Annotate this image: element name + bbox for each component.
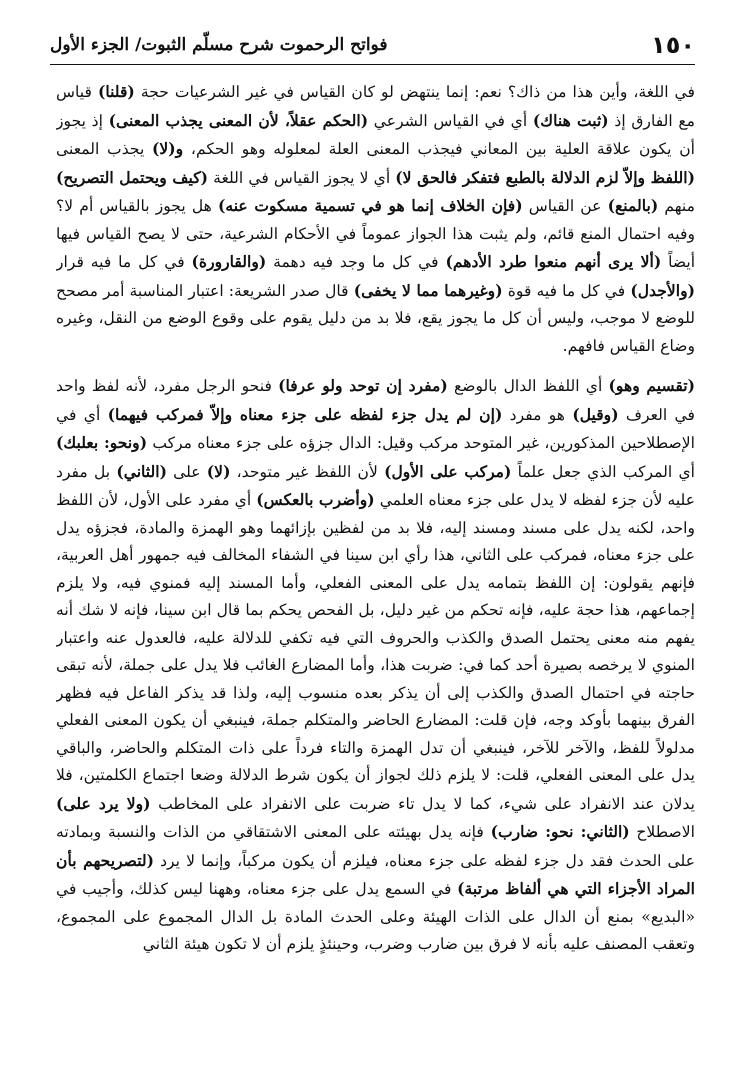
paragraph [56, 372, 695, 959]
sharh-text: أي في الإصطلاحين المذكورين، غير المتوحد مركب وقيل: الدال جزؤه على جزء معناه مركب [56, 405, 695, 452]
matn-bold-text: (الثاني: نحو: ضارب) [490, 822, 630, 841]
body-text [56, 78, 695, 1078]
matn-bold-text: (والأجدل) [630, 280, 695, 300]
sharh-text: قال صدر الشريعة: اعتبار المناسبة أمر مصحح للوضع لا موجب، وليس أن كل ما يجوز يقع، فلا بد من دليل يقوم على وقوع الوضع من النقل، وغيره وضاع القياس فافهم. [56, 281, 695, 355]
matn-bold-text: (اللفظ وإلاّ لزم الدلالة بالطبع فتفكر فالحق لا) [395, 167, 695, 187]
sharh-text: في اللغة، وأين هذا من ذاك؟ نعم: إنما ينتهض لو كان القياس في غير الشرعيات حجة [134, 83, 695, 101]
sharh-text: بل مفرد عليه لأن جزء لفظه لا يدل على جزء معناه العلمي [56, 462, 695, 509]
page-header [50, 28, 695, 62]
sharh-text: الاصطلاح [629, 823, 695, 841]
matn-bold-text: (وقيل) [572, 404, 619, 424]
running-title: فواتح الرحموت شرح مسلّم الثبوت/ الجزء الأول [50, 35, 388, 55]
sharh-text: قياس مع الفارق إذ [56, 83, 695, 130]
matn-bold-text: (ألا يرى أنهم منعوا طرد الأدهم) [445, 252, 662, 271]
matn-bold-text: (لا) [206, 461, 231, 481]
sharh-text: لأن اللفظ غير متوحد، [230, 462, 385, 481]
matn-bold-text: (كيف ويحتمل التصريح) [56, 167, 208, 187]
sharh-text: أي المركب الذي جعل علماً [511, 462, 695, 481]
sharh-text: أي في القياس الشرعي [368, 111, 533, 130]
matn-bold-text: (ولا يرد على) [56, 793, 151, 813]
sharh-text: إذ يجوز أن يكون علاقة العلية بين المعاني فيجذب المعنى العلة لمعلوله وهو الحكم، [56, 111, 695, 158]
matn-bold-text: (الثاني) [116, 461, 167, 481]
sharh-text: عن القياس [522, 197, 608, 215]
header-rule [50, 64, 695, 65]
matn-bold-text: (مفرد إن توحد ولو عرفا) [278, 376, 448, 395]
sharh-text: في كل ما فيه قرار [56, 253, 192, 271]
matn-bold-text: (إن لم يدل جزء لفظه على جزء معناه وإلاّ فمركب فيهما) [107, 404, 503, 424]
sharh-text: هو مفرد [502, 405, 573, 424]
page-number: ١٥٠ [651, 31, 695, 59]
sharh-text: فإنه يدل بهيئته على المعنى الاشتقاقي من الذات والنسبة وبمادته على الحدث فقد دل جزء لفظه على جزء معناه، فيلزم أن يكون مركباً، وإنما لا يرد [56, 823, 695, 870]
sharh-text: في كل ما وجد فيه دهمة [266, 253, 446, 271]
matn-bold-text: (وأضرب بالعكس) [256, 490, 375, 509]
matn-bold-text: (مركب على الأول) [384, 461, 512, 481]
matn-bold-text: (الحكم عقلاً، لأن المعنى يجذب المعنى) [108, 110, 369, 130]
paragraph [56, 78, 695, 360]
sharh-text: فنحو الرجل مفرد، لأنه لفظ واحد في العرف [56, 377, 695, 424]
sharh-text: في السمع يدل على جزء معناه، وههنا ليس كذلك، وأجيب في «البديع» بمنع أن الدال على الذات الهيئة وعلى الحدث المادة بل الدال المجموع على المجموع، وتعقب المصنف عليه بأنه لا فرق بين ضارب وضرب، وحينئذٍ يلزم أن لا تكون هيئة الثاني [56, 880, 695, 953]
matn-bold-text: (ثبت هناك) [532, 110, 609, 130]
matn-bold-text: (فإن الخلاف إنما هو في تسمية مسكوت عنه) [217, 196, 523, 215]
matn-bold-text: (والقارورة) [191, 252, 267, 271]
matn-bold-text: (وغيرهما مما لا يخفى) [353, 280, 503, 300]
matn-bold-text: (بالمنع) [607, 196, 659, 215]
matn-bold-text: و(لا) [152, 139, 184, 158]
sharh-text: منهم [658, 197, 695, 215]
sharh-text: على [166, 462, 207, 481]
matn-bold-text: (ونحو: بعلبك) [56, 433, 148, 452]
matn-bold-text: (قلنا) [97, 82, 135, 101]
matn-bold-text: (تقسيم وهو) [608, 376, 695, 395]
sharh-text: يجذب المعنى [56, 140, 153, 158]
sharh-text: هل يجوز بالقياس أم لا؟ وفيه احتمال المنع قائم، ولم يثبت هذا الجواز عموماً في الأحكام الشرعية، حتى لا يصح القياس فيها أيضاً [56, 197, 695, 271]
sharh-text: في كل ما فيه قوة [502, 281, 631, 300]
sharh-text: أي لا يجوز القياس في اللغة [208, 168, 396, 187]
sharh-text: أي اللفظ الدال بالوضع [447, 377, 609, 395]
matn-bold-text: (لتصريحهم بأن المراد الأجزاء التي هي ألفاظ مرتبة) [56, 850, 695, 898]
sharh-text: أي مفرد على الأول، لأن اللفظ واحد، لكنه يدل على مسند ومسند إليه، فلا بد من لفظين بإزائهما وهو الهمزة والمادة، فجزؤه يدل على جزء معناه، فمركب على الثاني، هذا رأي ابن سينا في الشفاء المخالف فيه جمهور أهل العربية، فإنهم يقولون: إن اللفظ بتمامه يدل على المعنى الفعلي، وأما المسند إليه فمنوي فيه، ولا يلزم إجماعهم، هذا حجة عليه، فإنه تحكم من غير دليل، بل الفحص يحكم بما قال ابن سينا، فإنه لا شك أنه يفهم منه معنى يحتمل الصدق والكذب والحروف التي فيه تكفي للدلالة عليه، فالعدول عنه واعتبار المنوي لا يرخصه بصيرة أحد كما في: ضربت هذا، وأما المضارع الغائب فلا يدل على جملة، لأنه تبقى حاجته في احتمال الصدق والكذب إلى أن يذكر بعده منسوب إليه، ولذا قد يذكر الفاعل فيه فظهر الفرق بينهما بأوكد وجه، فإن قلت: المضارع الحاضر والمتكلم جملة، فينبغي أن يكون المعنى الفعلي مدلولاً للفظ، والآخر للآخر، فينبغي أن تدل الهمزة والتاء فرداً على ذات المتكلم والحاضر، والباقي يدل على المعنى الفعلي، قلت: لا يلزم ذلك لجواز أن يكون شرط الدلالة وضعا اجتماع الكلمتين، فلا يدلان عند الانفراد على شيء، كما لا يدل تاء ضربت على الانفراد على المخاطب [56, 491, 695, 813]
